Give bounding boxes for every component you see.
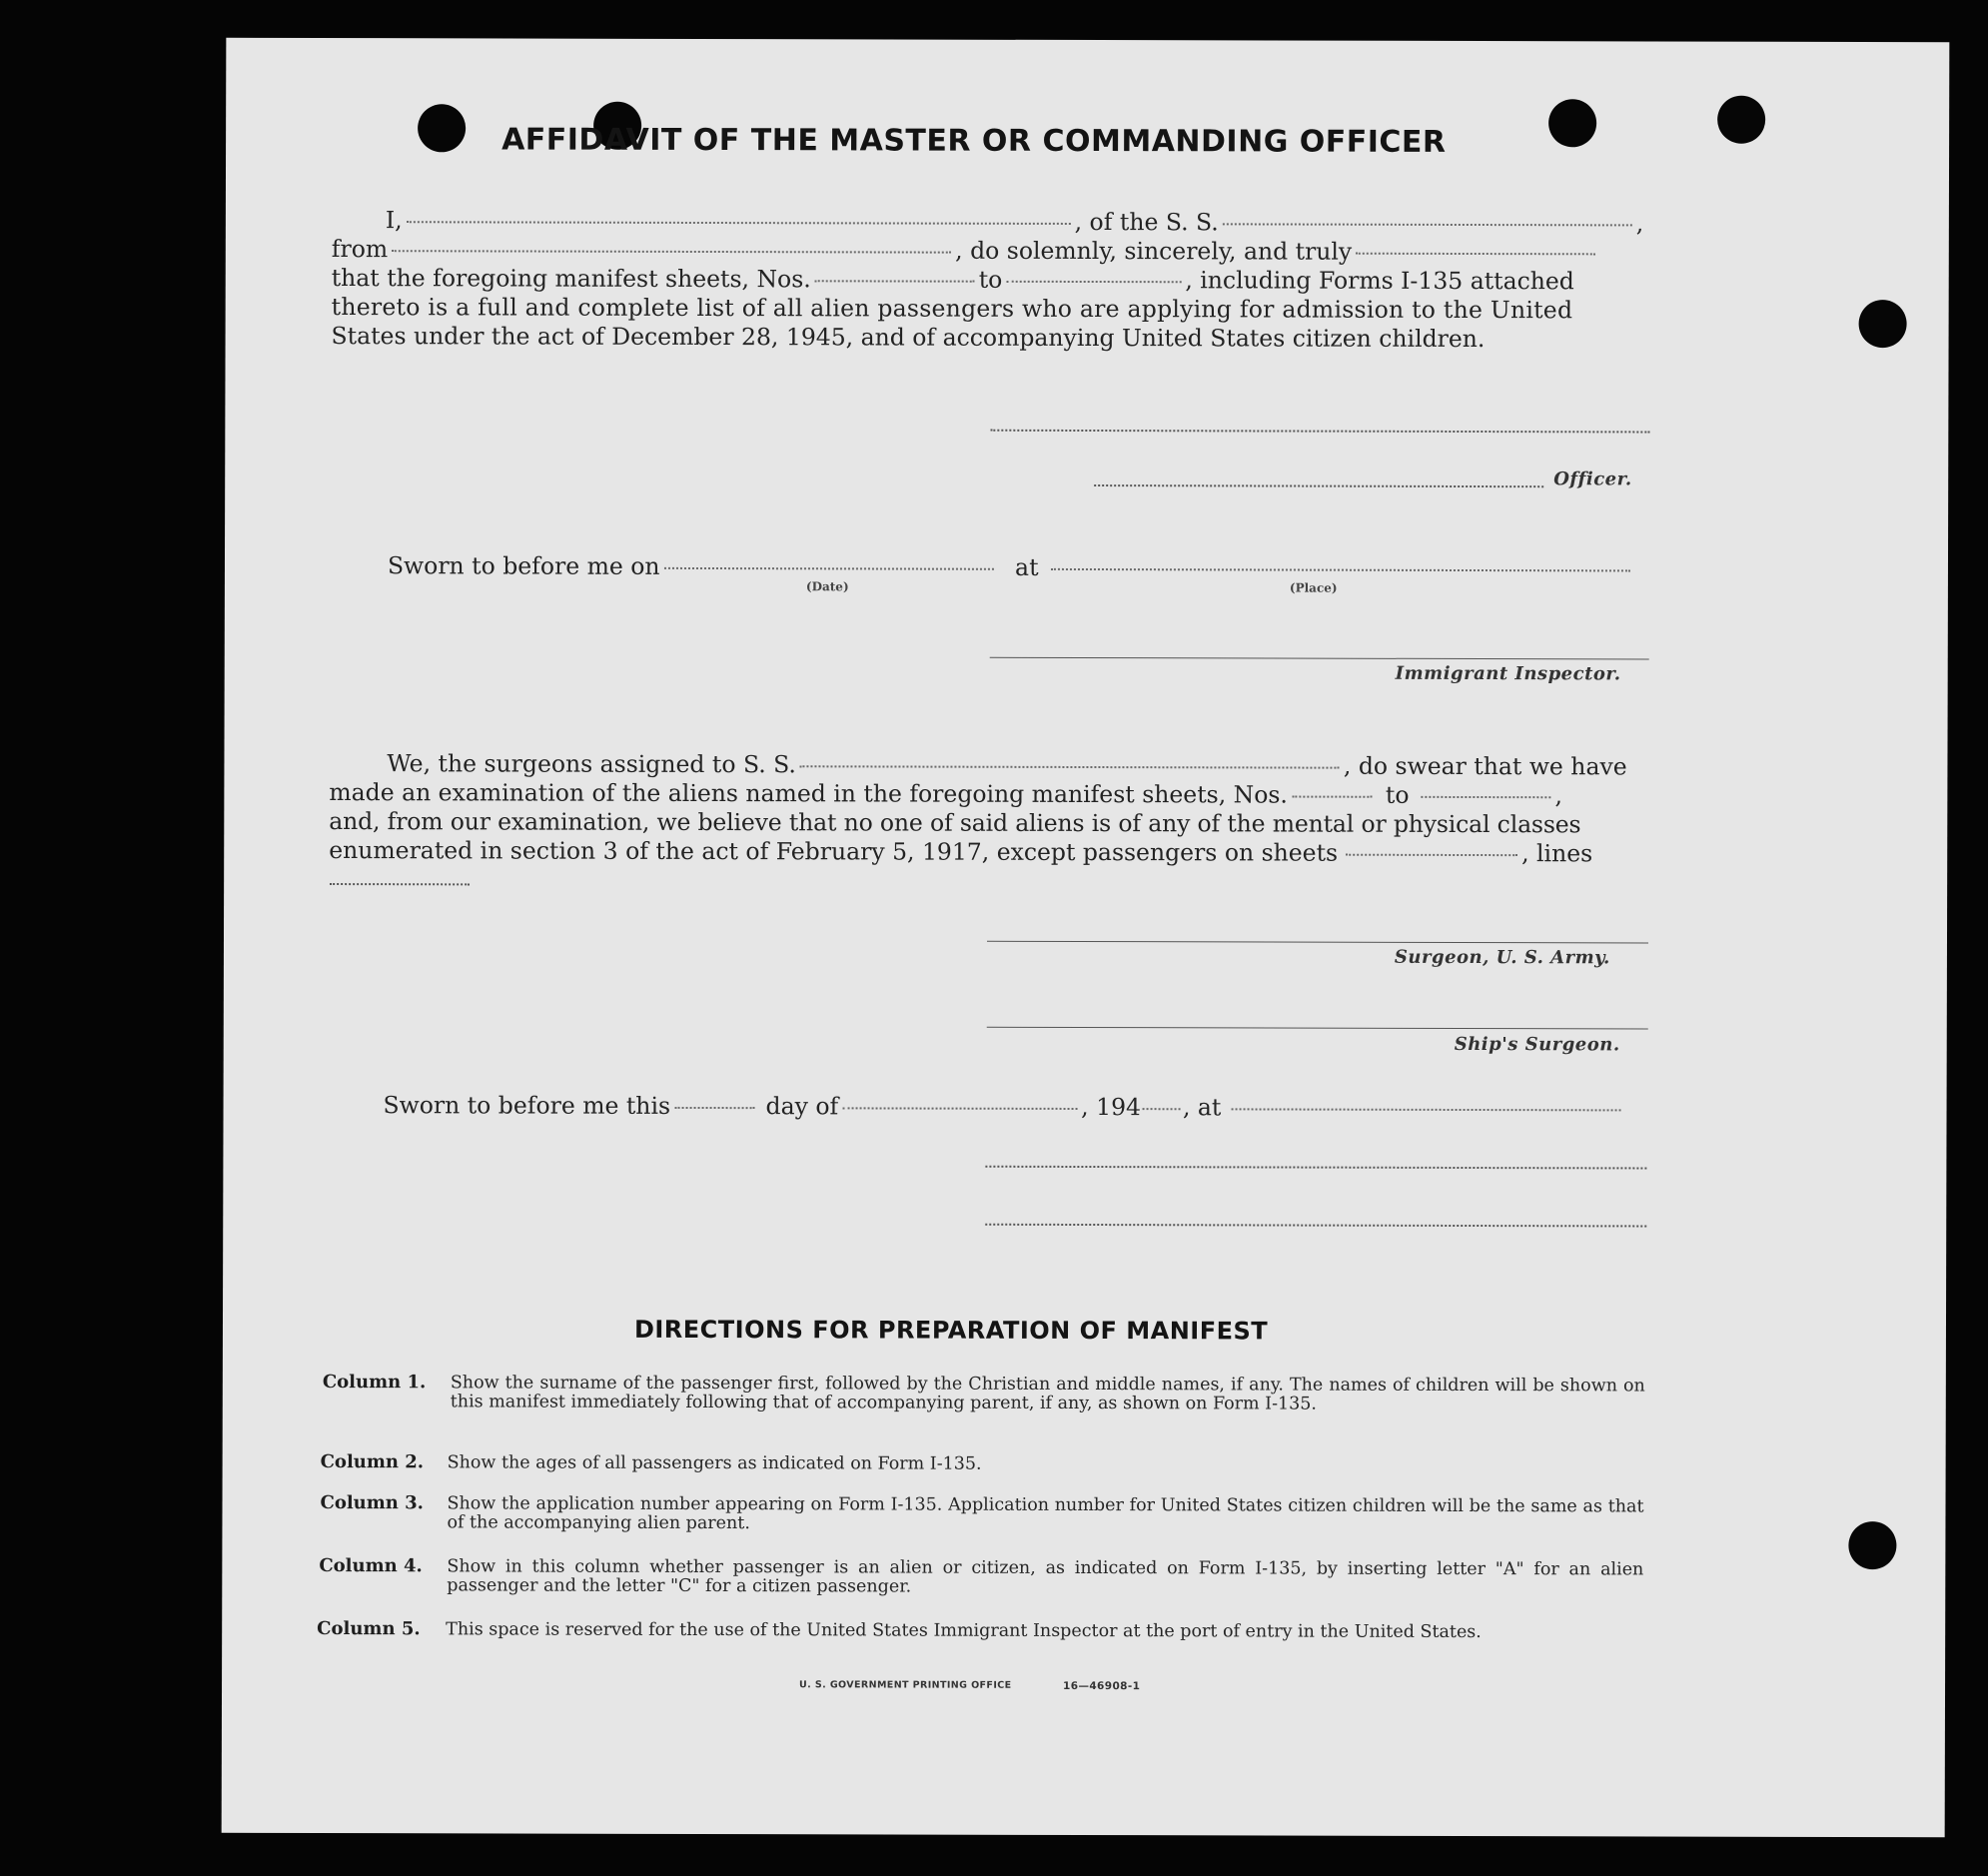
column-label: Column 5. [317, 1617, 421, 1640]
printer-imprint: U. S. GOVERNMENT PRINTING OFFICE [799, 1679, 1012, 1691]
signature-line [985, 1166, 1646, 1170]
column-description: Show the ages of all passengers as indicated on Form I-135. [447, 1452, 982, 1474]
lines-blank [330, 883, 470, 885]
ship-surgeon-caption: Ship's Surgeon. [1454, 1033, 1620, 1056]
signature-line [990, 657, 1649, 660]
column-description: Show the application number appearing on Form I-135. Application number for United States citizen children will be the same as that of the accompanying alien parent. [447, 1493, 1644, 1534]
column-description: Show the surname of the passenger first, followed by the Christian and middle names, if any. The names of children will be shown on this manifest immediately following that of accompanying parent, if any, as shown on Form I-135. [450, 1373, 1645, 1414]
form-code: 16—46908-1 [1063, 1679, 1141, 1693]
affidavit-title: AFFIDAVIT OF THE MASTER OR COMMANDING OFFICER [501, 122, 1447, 160]
inspector-caption: Immigrant Inspector. [1395, 662, 1621, 685]
affidavit-line-2: from , do solemnly, sincerely, and truly [332, 235, 1600, 267]
column-description: This space is reserved for the use of the United States Immigrant Inspector at the port of entry in the United States. [446, 1619, 1482, 1643]
punch-hole [1859, 300, 1907, 348]
surgeons-line-2: made an examination of the aliens named in the foregoing manifest sheets, Nos. to , [329, 778, 1563, 810]
officer-caption: Officer. [1553, 469, 1632, 490]
sworn-before-line: Sworn to before me on at [388, 551, 1634, 583]
affidavit-line-4: thereto is a full and complete list of all alien passengers who are applying for admission to the United [331, 293, 1573, 325]
surgeons-line-1: We, the surgeons assigned to S. S. , do swear that we have [387, 749, 1627, 781]
signature-line [985, 1224, 1646, 1228]
surgeons-line-3: and, from our examination, we believe that no one of said aliens is of any of the mental or physical classes [329, 807, 1581, 839]
army-surgeon-caption: Surgeon, U. S. Army. [1394, 946, 1610, 969]
punch-hole [418, 104, 466, 152]
directions-title: DIRECTIONS FOR PREPARATION OF MANIFEST [633, 1315, 1269, 1346]
signature-line [987, 941, 1648, 944]
column-label: Column 1. [322, 1372, 427, 1394]
surgeons-line-4: enumerated in section 3 of the act of February 5, 1917, except passengers on sheets , lines [329, 836, 1593, 868]
punch-hole [1848, 1521, 1896, 1569]
column-label: Column 3. [320, 1491, 424, 1514]
affidavit-line-3: that the foregoing manifest sheets, Nos. to , including Forms I-135 attached [331, 264, 1574, 296]
punch-hole [1548, 99, 1596, 147]
affidavit-line-1: I, , of the S. S. , [385, 206, 1644, 238]
place-caption: (Place) [1289, 580, 1338, 595]
document-page [222, 38, 1950, 1838]
sworn-this-line: Sworn to before me this day of , 194 , at [384, 1091, 1625, 1123]
signature-line [1094, 484, 1543, 487]
column-label: Column 4. [319, 1554, 423, 1577]
signature-line [990, 430, 1649, 434]
signature-line [987, 1027, 1648, 1030]
column-description: Show in this column whether passenger is an alien or citizen, as indicated on Form I-135, by inserting letter "A" for an alien passenger and the letter "C" for a citizen passenger. [447, 1556, 1644, 1597]
punch-hole [1717, 96, 1765, 144]
column-label: Column 2. [320, 1450, 425, 1473]
affidavit-line-5: States under the act of December 28, 1945, and of accompanying United States citizen children. [331, 322, 1486, 354]
date-caption: (Date) [805, 579, 849, 594]
